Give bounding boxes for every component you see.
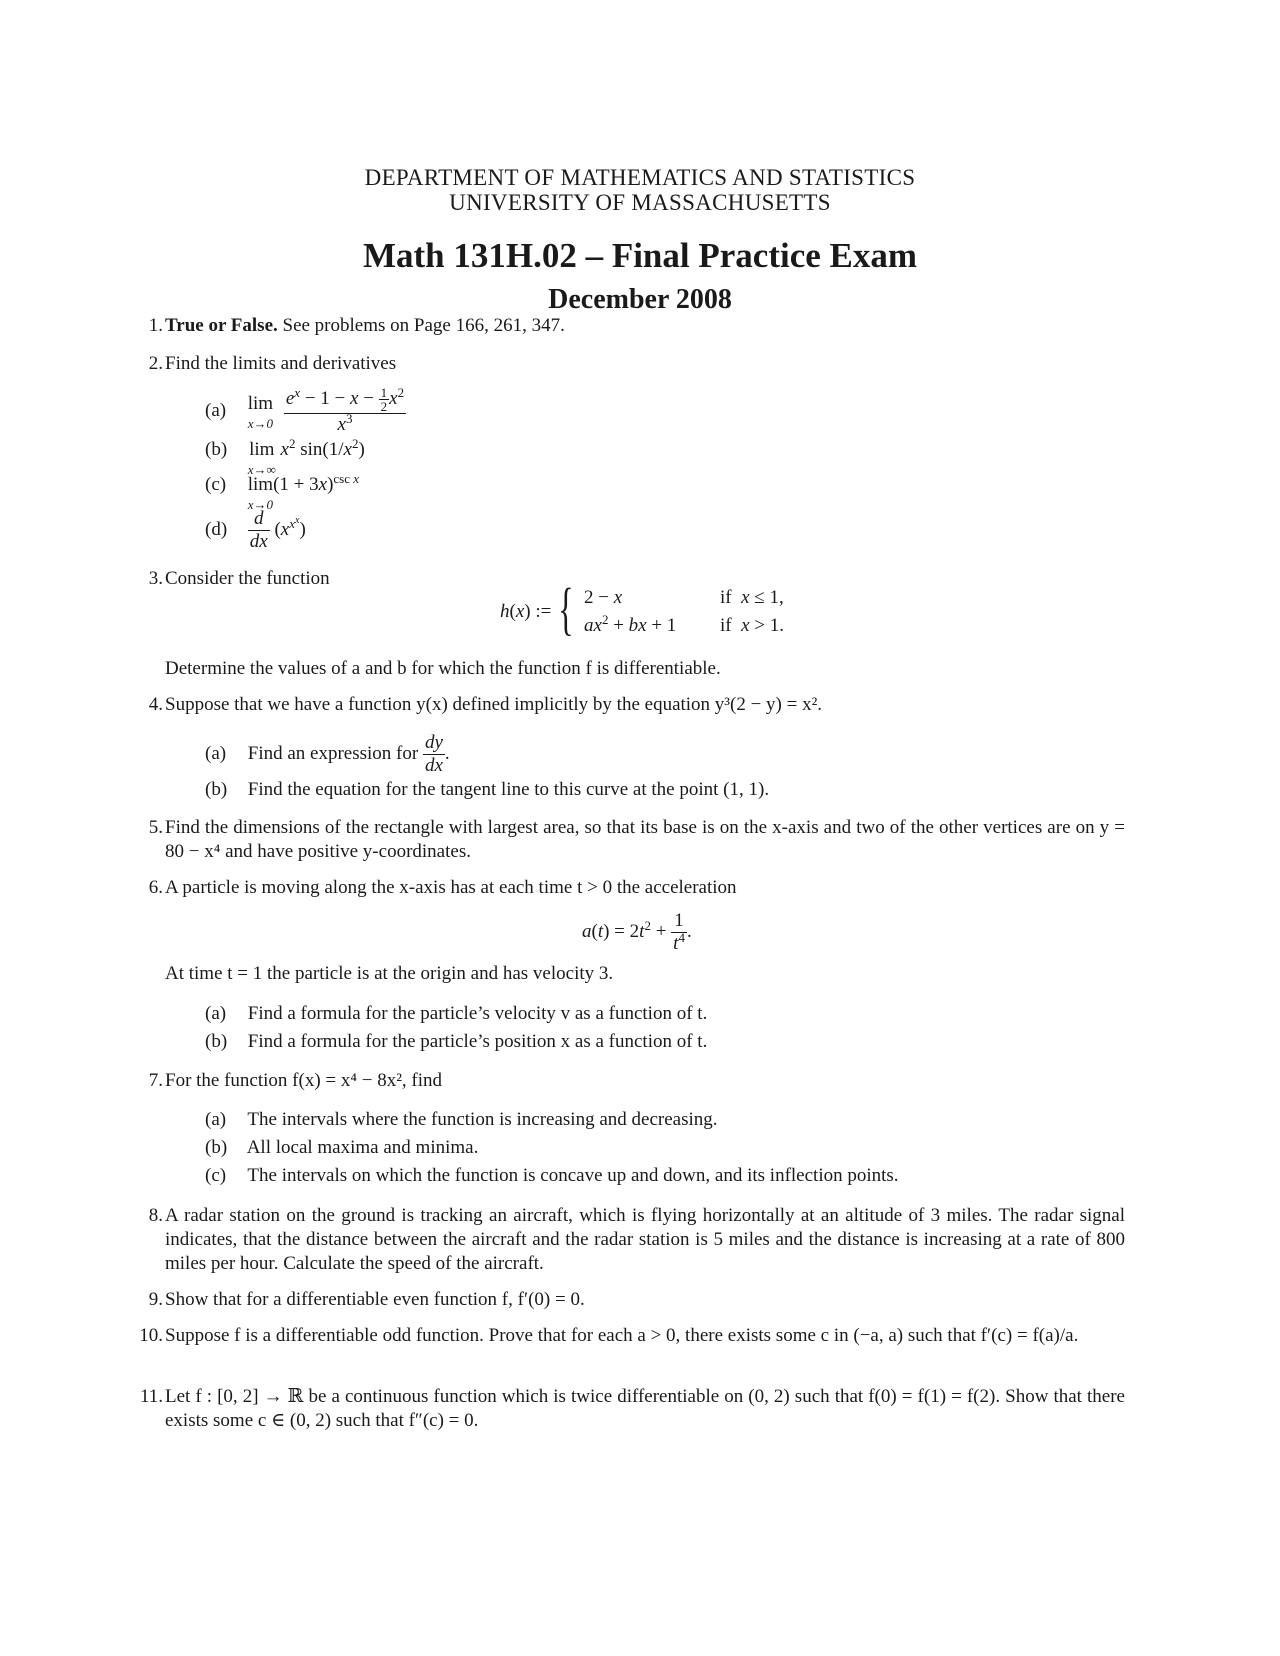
part-text: Find a formula for the particle’s position x as a function of t. [247,1031,708,1052]
problem-text: Let f : [0, 2] → ℝ be a continuous function which is twice differentiable on (0, 2) such that f(0) = f(1) = f(2). Show that there exists some c ∈ (0, 2) such that f″(c) = 0. [165,1386,1125,1431]
problem-bold-label: True or False. [165,315,278,336]
problem-text: Suppose that we have a function y(x) defined implicitly by the equation y³(2 − y) = x². [165,694,823,715]
part-label: (c) [205,474,227,495]
problem-number: 10. [139,1325,163,1346]
part-label: (a) [205,399,227,421]
part-label: (a) [205,1109,227,1130]
problem-7c [205,1164,899,1189]
part-label: (b) [205,1031,228,1052]
part-text: The intervals on which the function is concave up and down, and its inflection points. [247,1165,899,1186]
exam-date: December 2008 [548,284,732,315]
problem-4 [148,693,1125,718]
problem-7 [148,1069,1125,1094]
exam-page: DEPARTMENT OF MATHEMATICS AND STATISTICS UNIVERSITY OF MASSACHUSETTS Math 131H.02 – Final Practice Exam December 2008 1. True or False. See problems on Page 166, 261, 347. 2. Find the limits and derivatives (a) lim x→0 $e^x - 1 - x$ − $\frac{1}{2}$ $x^2$ $x^3$ (b) lim x→∞ $x^2$ $\sin(1/x^2)$ (c) lim x→0 $(1 + 3x)^{csc x}$ (d) $\frac{d}{dx}$ $(x^{x^x})$ 3. Consider the function h(x) := { 2 − x if x ≤ 1, $ax^2$ + bx + 1 if x > 1. Determine the values of a and b for which the function f is differentiable. 4. Suppose that we have a function y(x) defined implicitly by the equation y³(2 − y) = x². (a) Find an expression for $\frac{dy}{dx}$ . (b) Find the equation for the tangent line to this curve at the point (1, 1). 5. Find the dimensions of the rectangle with largest area, so that its base is on the x-axis and two of the other vertices are on y = 80 − x⁴ and have positive y-coordinates. 6. A particle is moving along the x-axis has at each time t > 0 the acceleration $a(t) = 2t^2$ + $\frac{1}{t^4}$ . At time t = 1 the particle is at the origin and has velocity 3. (a) Find a formula for the particle’s velocity v as a function of t. (b) Find a formula for the particle’s position x as a function of t. 7. For the function f(x) = x⁴ − 8x², find (a) The intervals where the function is increasing and decreasing. (b) All local maxima and minima. (c) The intervals on which the function is concave up and down, and its inflection points. 8. A radar station on the ground is tracking an aircraft, which is flying horizontally at an altitude of 3 miles. The radar signal indicates, that the distance between the aircraft and the radar station is 5 miles and the distance is increasing at a rate of 800 miles per hour. Calculate the speed of the aircraft. 9. Show that for a differentiable even function f, f′(0) = 0. 10. Suppose f is a differentiable odd function. Prove that for each a > 0, there exists some c in (−a, a) such that f′(c) = f(a)/a. 11. Let f : [0, 2] → ℝ be a continuous function which is twice differentiable on (0, 2) such that f(0) = f(1) = f(2). Show that there exists some c ∈ (0, 2) such that f″(c) = 0. [0,0,1280,1656]
problem-2c: (c) lim x→0 $(1 + 3x)^{csc x}$ [205,471,360,512]
problem-text: See problems on Page 166, 261, 347. [282,315,565,336]
problem-2 [148,352,1125,377]
problem-6a [205,1002,707,1027]
problem-5 [148,816,1125,864]
part-label: (d) [205,519,228,541]
fraction: $e^x - 1 - x$ − $\frac{1}{2}$ $x^2$ $x^3$ [285,384,405,435]
problem-4b [205,778,769,803]
part-label: (b) [205,779,228,800]
dy-dx-fraction: $\frac{dy}{dx}$ [424,732,443,776]
problem-11 [139,1385,1125,1433]
problem-number: 3. [148,568,163,589]
problem-number: 7. [148,1070,163,1091]
fraction: $\frac{1}{t^4}$ [673,910,685,954]
part-text: Find the equation for the tangent line to this curve at the point (1, 1). [247,779,770,800]
problem-text: Find the limits and derivatives [165,353,397,374]
problem-2b: (b) lim x→∞ $x^2$ $\sin(1/x^2)$ [205,436,365,477]
part-text: Find an expression for [247,743,419,765]
problem-number: 11. [139,1386,163,1407]
problem-7b [205,1136,478,1161]
problem-4a: (a) Find an expression for $\frac{dy}{dx}$ . [205,732,450,776]
university-heading: UNIVERSITY OF MASSACHUSETTS [449,190,831,215]
problem-1 [148,314,1125,339]
part-text: All local maxima and minima. [246,1137,479,1158]
limit-expression: lim x→∞ [247,439,276,477]
problem-text: A radar station on the ground is tracking an aircraft, which is flying horizontally at an altitude of 3 miles. The radar signal indicates, that the distance between the aircraft and the radar station is 5 miles and the distance is increasing at a rate of 800 miles per hour. Calculate the speed of the aircraft. [165,1205,1125,1274]
acceleration-equation: $a(t) = 2t^2$ + $\frac{1}{t^4}$ . [582,910,692,954]
problem-text: Find the dimensions of the rectangle with largest area, so that its base is on the x-axis and two of the other vertices are on y = 80 − x⁴ and have positive y-coordinates. [165,817,1125,862]
limit-expression: lim x→0 [247,393,274,431]
part-text: The intervals where the function is increasing and decreasing. [247,1109,718,1130]
part-text: Find a formula for the particle’s velocity v as a function of t. [247,1003,708,1024]
problem-text: Consider the function [165,568,330,589]
part-label: (b) [205,1137,228,1158]
problem-7a [205,1108,718,1133]
limit-expression: lim x→0 [247,474,274,512]
part-label: (c) [205,1165,227,1186]
problem-number: 8. [148,1205,163,1226]
part-label: (a) [205,1003,227,1024]
problem-number: 6. [148,877,163,898]
problem-6b [205,1030,707,1055]
problem-number: 5. [148,817,163,838]
problem-text: A particle is moving along the x-axis has at each time t > 0 the acceleration [165,877,737,898]
derivative-operator: $\frac{d}{dx}$ [249,508,268,552]
problem-text: Suppose f is a differentiable odd function. Prove that for each a > 0, there exists some c in (−a, a) such that f′(c) = f(a)/a. [165,1325,1079,1346]
problem-8 [148,1204,1125,1276]
problem-number: 1. [148,315,163,336]
problem-number: 9. [148,1289,163,1310]
part-label: (a) [205,743,227,765]
page-title: Math 131H.02 – Final Practice Exam [362,236,918,275]
problem-number: 2. [148,353,163,374]
problem-text: For the function f(x) = x⁴ − 8x², find [165,1070,443,1091]
problem-text: Show that for a differentiable even function f, f′(0) = 0. [165,1289,585,1310]
problem-6-condition: At time t = 1 the particle is at the origin and has velocity 3. [165,963,614,984]
department-heading: DEPARTMENT OF MATHEMATICS AND STATISTICS [364,165,916,190]
problem-10 [139,1324,1125,1348]
problem-3-instruction: Determine the values of a and b for which the function f is differentiable. [165,658,721,679]
problem-3 [148,567,1125,592]
problem-2d: (d) $\frac{d}{dx}$ $(x^{x^x})$ [205,508,306,552]
problem-6 [148,876,1125,901]
problem-2a [205,386,406,436]
part-label: (b) [205,439,228,460]
problem-9 [148,1288,1125,1313]
problem-number: 4. [148,694,163,715]
